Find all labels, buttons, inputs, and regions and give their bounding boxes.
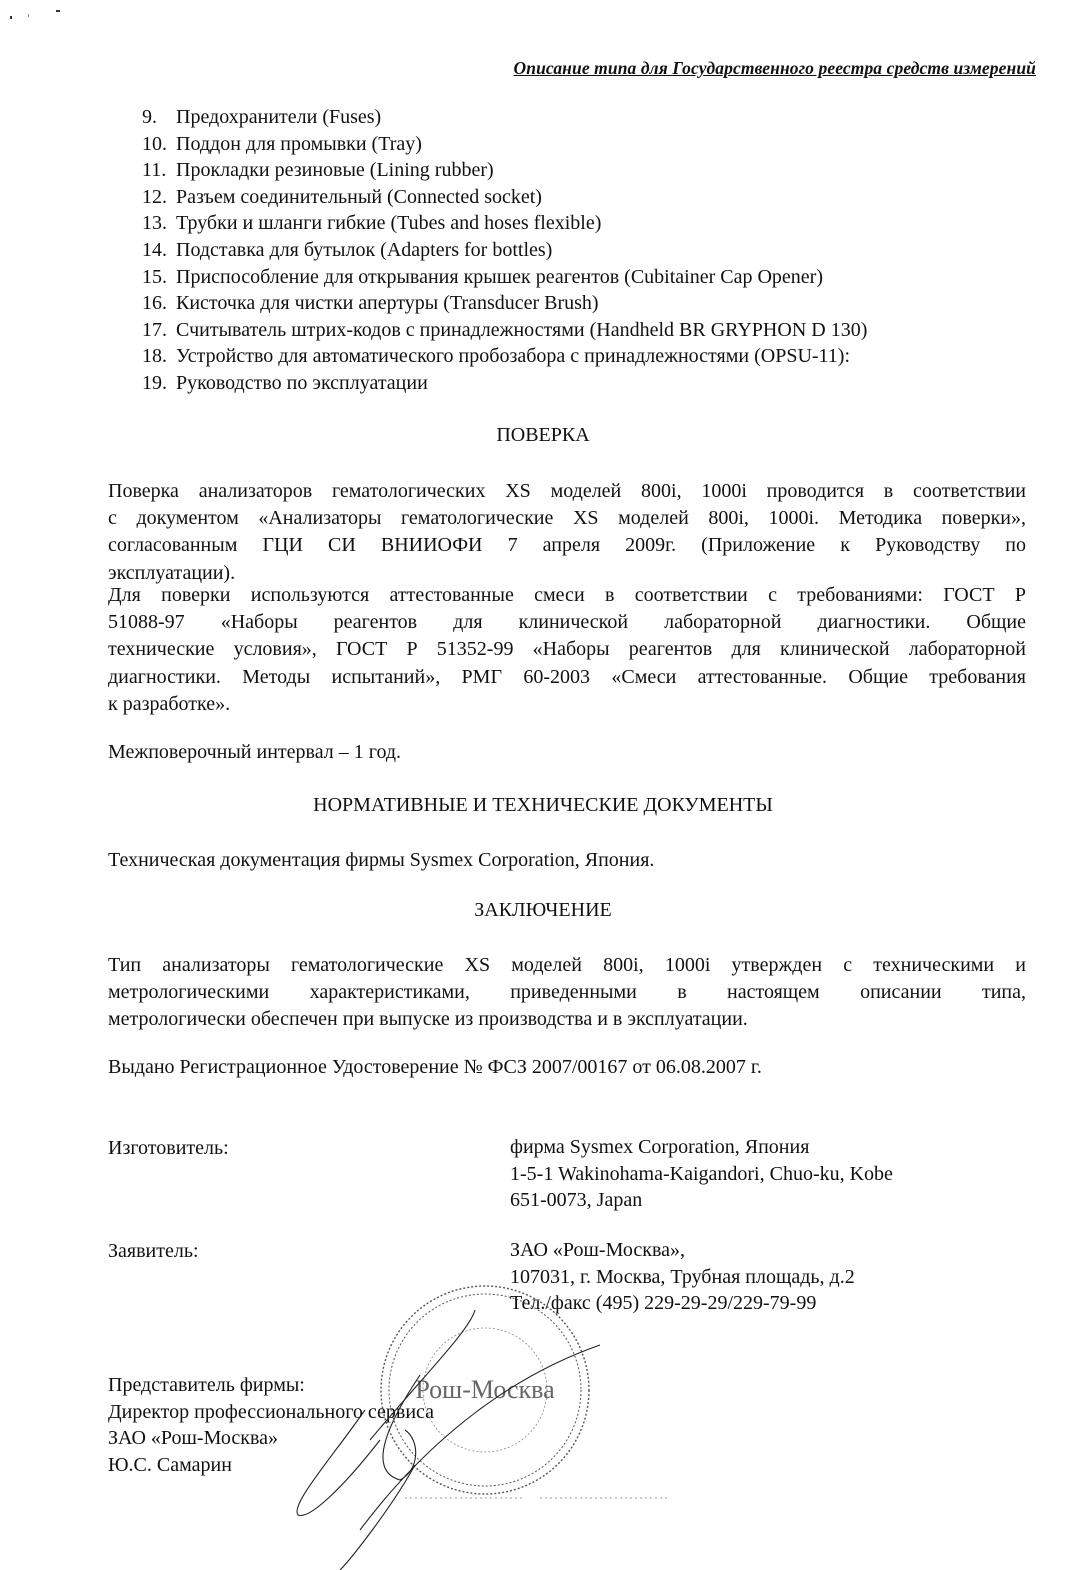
list-item: 15. Приспособление для открывания крышек реагентов (Cubitainer Cap Opener) <box>142 265 823 288</box>
list-item: 17. Считыватель штрих-кодов с принадлежностями (Handheld BR GRYPHON D 130) <box>142 318 868 341</box>
list-item: 16. Кисточка для чистки апертуры (Transducer Brush) <box>142 292 599 315</box>
components-list <box>142 104 867 397</box>
scan-speck <box>10 16 12 19</box>
list-item: 13. Трубки и шланги гибкие (Tubes and hoses flexible) <box>142 212 602 235</box>
verification-paragraph-2: Для поверки используются аттестованные смеси в соответствии с требованиями: ГОСТ Р 51088-97 «Наборы реагентов для клинической лабораторной диагностики. Общие технические условия», ГОСТ Р 51352-99 «Наборы реагентов для клинической лабораторной диагностики. Методы испытаний», РМГ 60-2003 «Смеси аттестованные. Общие требования к разработке». <box>108 584 1026 715</box>
list-item: 10. Поддон для промывки (Tray) <box>142 132 422 155</box>
list-item: 9. Предохранители (Fuses) <box>142 106 382 128</box>
scan-speck <box>28 14 29 17</box>
normative-text: Техническая документация фирмы Sysmex Corporation, Япония. <box>108 849 655 871</box>
stamp-text: Рош-Москва <box>415 1375 555 1404</box>
section-heading-normative: НОРМАТИВНЫЕ И ТЕХНИЧЕСКИЕ ДОКУМЕНТЫ <box>313 794 773 816</box>
verification-interval: Межповерочный интервал – 1 год. <box>108 741 402 763</box>
applicant-label: Заявитель: <box>108 1240 199 1262</box>
company-stamp-icon <box>270 1270 690 1570</box>
applicant-details: ЗАО «Рош-Москва», 107031, г. Москва, Трубная площадь, д.2 Тел./факс (495) 229-29-29/229-79-99 <box>510 1239 855 1314</box>
list-item: 11. Прокладки резиновые (Lining rubber) <box>142 159 494 182</box>
verification-paragraph-1: Поверка анализаторов гематологических XS моделей 800i, 1000i проводится в соответствии с документом «Анализаторы гематологические XS моделей 800i, 1000i. Методика поверки», согласованным ГЦИ СИ ВНИИОФИ 7 апреля 2009г. (Приложение к Руководству по эксплуатации). <box>108 480 1026 584</box>
registration-certificate: Выдано Регистрационное Удостоверение № ФСЗ 2007/00167 от 06.08.2007 г. <box>108 1056 762 1078</box>
document-header: Описание типа для Государственного реестра средств измерений <box>513 58 1036 78</box>
list-item: 18. Устройство для автоматического пробозабора с принадлежностями (OPSU-11): <box>142 345 851 368</box>
manufacturer-details: фирма Sysmex Corporation, Япония 1-5-1 Wakinohama-Kaigandori, Chuo-ku, Kobe 651-0073, Japan <box>510 1136 893 1211</box>
conclusion-paragraph: Тип анализаторы гематологические XS моделей 800i, 1000i утвержден с техническими и метрологическими характеристиками, приведенными в настоящем описании типа, метрологически обеспечен при выпуске из производства и в эксплуатации. <box>108 954 1026 1031</box>
scan-speck <box>56 10 60 12</box>
list-item: 19. Руководство по эксплуатации <box>142 371 428 394</box>
section-heading-conclusion: ЗАКЛЮЧЕНИЕ <box>474 899 612 921</box>
manufacturer-label: Изготовитель: <box>108 1137 229 1159</box>
section-heading-verification: ПОВЕРКА <box>496 424 590 446</box>
signatory-block: Представитель фирмы: Директор профессионального сервиса ЗАО «Рош-Москва» Ю.С. Самарин <box>108 1374 435 1476</box>
list-item: 14. Подставка для бутылок (Adapters for bottles) <box>142 238 553 261</box>
list-item: 12. Разъем соединительный (Connected socket) <box>142 185 542 208</box>
